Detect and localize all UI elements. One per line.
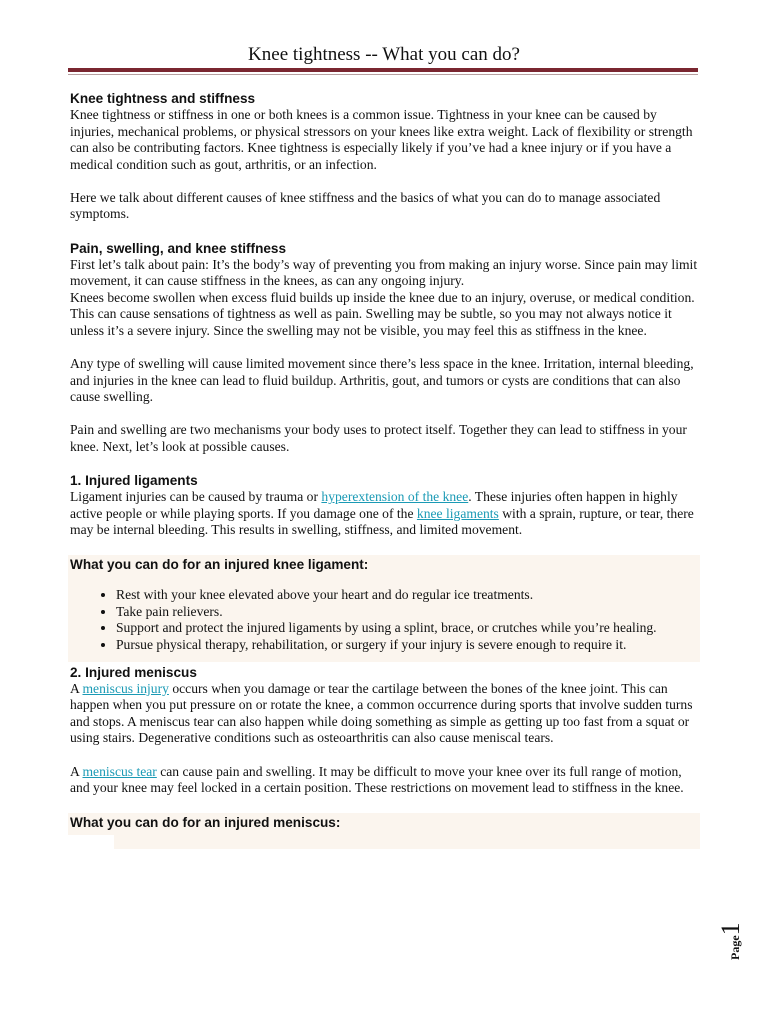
paragraph-pain-4: Pain and swelling are two mechanisms your body uses to protect itself. Together they can lead to stiffness in your knee. Next, let’s look at possible causes. [70, 422, 687, 454]
section-heading-meniscus: 2. Injured meniscus [70, 664, 197, 680]
text-span: A [70, 763, 83, 779]
paragraph-pain-2: Knees become swollen when excess fluid builds up inside the knee due to an injury, overuse, or medical condition. This can cause sensations of tightness as well as pain. Swelling may be subtle, so you may not always notice it unless it’s a severe injury. Since the swelling may not be visible, you may feel this as stiffness in the knee. [70, 289, 695, 338]
text-span: occurs when you damage or tear the cartilage between the bones of the knee joint. This can happen when you put pressure on or rotate the knee, a common occurrence during sports that involve sudden turns and stops. A meniscus tear can also happen while doing something as simple as getting up too fast from a squat or using stairs. Degenerative conditions such as osteoarthritis can also cause meniscal tears. [70, 680, 693, 746]
tip-box-meniscus [68, 813, 700, 835]
text-span: . These injuries often happen in highly active people or while playing sports. If you damage one of the [70, 489, 678, 521]
tip-box-heading-ligament: What you can do for an injured knee ligament: [70, 557, 369, 573]
text-span: can cause pain and swelling. It may be difficult to move your knee over its full range of motion, and your knee may feel locked in a certain position. These restrictions on movement lead to stiffness in the knee. [70, 763, 684, 796]
list-item: • Pursue physical therapy, rehabilitation, or surgery if your injury is severe enough to require it. [116, 637, 700, 654]
document-title: Knee tightness -- What you can do? [248, 44, 520, 65]
text-span: with a sprain, rupture, or tear, there may be internal bleeding. This results in swelling, stiffness, and limited movement. [70, 505, 694, 538]
tip-box-heading-meniscus: What you can do for an injured meniscus: [70, 815, 341, 831]
link-meniscus-tear[interactable]: meniscus tear [82, 763, 157, 779]
document-body [70, 90, 700, 849]
text-span: A [70, 680, 83, 696]
tip-box-meniscus-continuation [114, 835, 700, 849]
link-hyperextension[interactable]: hyperextension of the knee [321, 489, 469, 504]
list-item: • Take pain relievers. [116, 604, 700, 621]
paragraph-pain-1: First let’s talk about pain: It’s the body’s way of preventing you from making an injury worse. Since pain may limit movement, it can cause stiffness in the knees, as can any ongoing injury. [70, 256, 698, 289]
text-span: Ligament injuries can be caused by trauma or [70, 489, 322, 504]
page-number [716, 920, 756, 960]
paragraph-meniscus-1 [70, 681, 700, 747]
list-item: • Support and protect the injured ligaments by using a splint, brace, or crutches while you’re healing. [116, 620, 700, 637]
paragraph-intro-2: Here we talk about different causes of knee stiffness and the basics of what you can do to manage associated symptoms. [70, 189, 661, 222]
tip-list-ligament [70, 577, 700, 661]
title-rule-thick [68, 68, 698, 72]
page-label: Page [728, 935, 742, 960]
link-knee-ligaments[interactable]: knee ligaments [416, 505, 499, 521]
section-heading-intro: Knee tightness and stiffness [70, 91, 256, 106]
section-heading-pain: Pain, swelling, and knee stiffness [70, 240, 287, 256]
paragraph-meniscus-2 [70, 764, 700, 797]
paragraph-ligaments [70, 489, 700, 539]
paragraph-intro-1: Knee tightness or stiffness in one or both knees is a common issue. Tightness in your knee can be caused by injuries, mechanical problems, or physical stressors on your knees like extra weight. Lack of flexibility or strength can also be contributing factors. Knee tightness is especially likely if you’ve had a knee injury or if you have a medical condition such as gout, arthritis, or an infection. [70, 107, 693, 172]
list-item: • Rest with your knee elevated above your heart and do regular ice treatments. [116, 587, 700, 604]
paragraph-pain-3: Any type of swelling will cause limited movement since there’s less space in the knee. Irritation, internal bleeding, and injuries in the knee can lead to fluid buildup. Arthritis, gout, and tumors or cysts are conditions that can also cause swelling. [70, 356, 694, 405]
tip-box-ligament [68, 555, 700, 661]
title-rule-thin [68, 74, 698, 75]
page-number-value: 1 [716, 922, 745, 936]
section-heading-ligaments: 1. Injured ligaments [70, 473, 198, 488]
link-meniscus-injury[interactable]: meniscus injury [82, 680, 169, 696]
